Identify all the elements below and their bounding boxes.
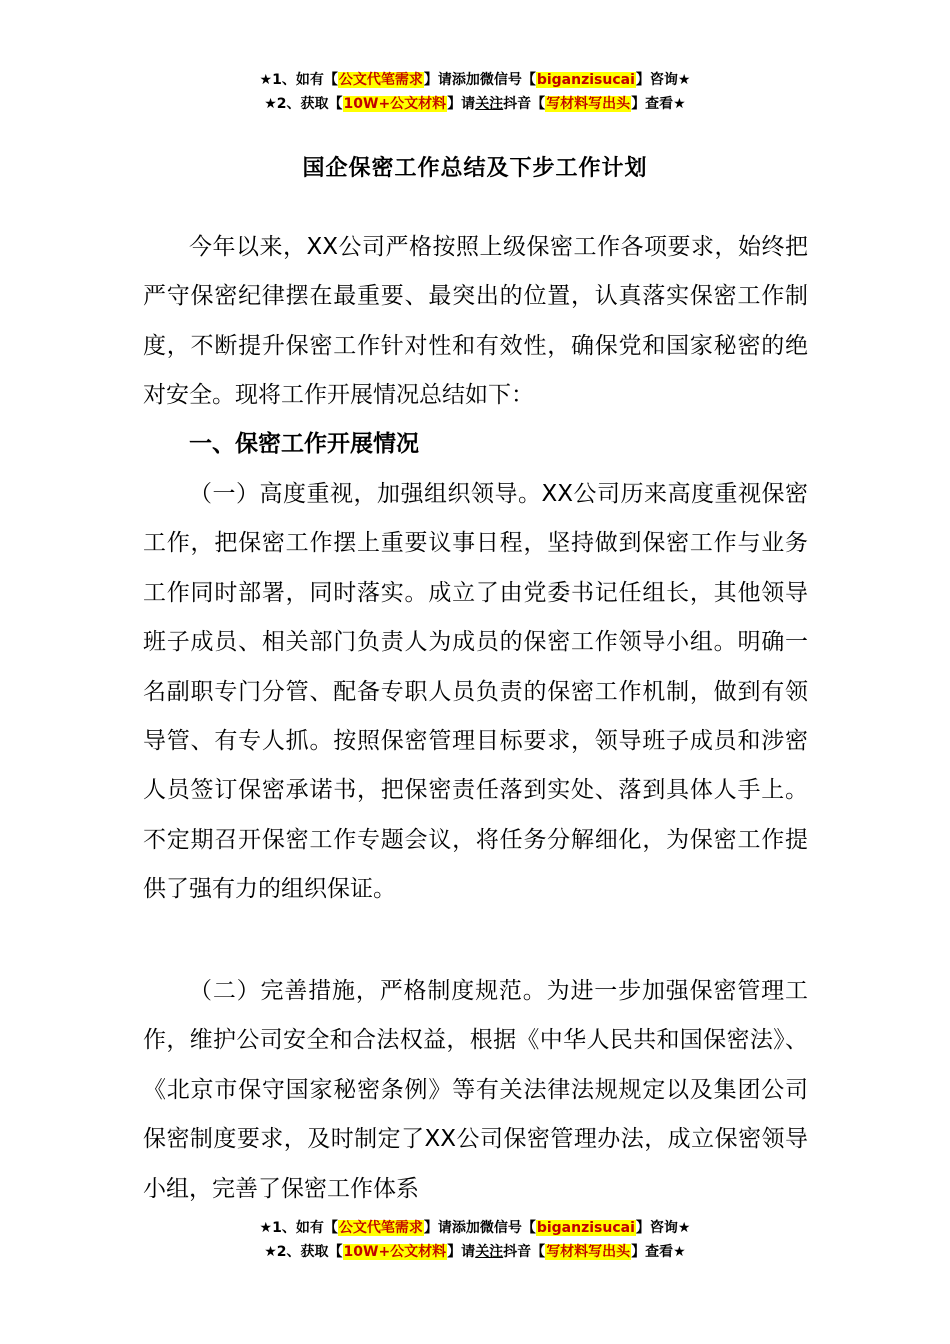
banner-text: 】咨询★ [635,72,691,88]
underlined-follow: 关注 [475,96,504,112]
banner-text: 抖音【 [503,1244,546,1260]
banner-text: ★1、如有【 [259,72,338,88]
banner-line-1 [0,1216,950,1240]
highlight-douyin-account: 写材料写出头 [546,1244,631,1260]
banner-text: 抖音【 [503,96,546,112]
banner-text: ★2、获取【 [264,96,343,112]
banner-text: 】请添加微信号【 [423,1220,536,1236]
underlined-follow: 关注 [475,1244,504,1260]
banner-line-2 [0,92,950,116]
banner-text: 】请 [447,1244,476,1260]
section-heading-1: 一、保密工作开展情况 [189,431,419,457]
highlight-writing-service: 公文代笔需求 [338,1220,423,1236]
paragraph-organization: （一）高度重视，加强组织领导。XX公司历来高度重视保密工作，把保密工作摆上重要议事日程，坚持做到保密工作与业务工作同时部署，同时落实。成立了由党委书记任组长，其他领导班子成员、相关部门负责人为成员的保密工作领导小组。明确一名副职专门分管、配备专职人员负责的保密工作机制，做到有领导管、有专人抓。按照保密管理目标要求，领导班子成员和涉密人员签订保密承诺书，把保密责任落到实处、落到具体人手上。不定期召开保密工作专题会议，将任务分解细化，为保密工作提供了强有力的组织保证。 [143,481,808,903]
banner-text: ★2、获取【 [264,1244,343,1260]
banner-line-1 [0,68,950,92]
intro-paragraph: 今年以来，XX公司严格按照上级保密工作各项要求，始终把严守保密纪律摆在最重要、最突出的位置，认真落实保密工作制度，不断提升保密工作针对性和有效性，确保党和国家秘密的绝对安全。现将工作开展情况总结如下： [143,234,808,409]
highlight-wechat-id: biganzisucai [536,72,635,88]
banner-text: 】查看★ [631,96,686,112]
paragraph-measures: （二）完善措施，严格制度规范。为进一步加强保密管理工作，维护公司安全和合法权益，根据《中华人民共和国保密法》、《北京市保守国家秘密条例》等有关法律法规规定以及集团公司保密制度要求，及时制定了XX公司保密管理办法，成立保密领导小组，完善了保密工作体系 [143,978,808,1202]
highlight-wechat-id: biganzisucai [536,1220,635,1236]
highlight-materials: 10W+公文材料 [343,96,447,112]
banner-text: 】咨询★ [635,1220,691,1236]
highlight-writing-service: 公文代笔需求 [338,72,423,88]
highlight-materials: 10W+公文材料 [343,1244,447,1260]
banner-line-2 [0,1240,950,1264]
document-title: 国企保密工作总结及下步工作计划 [302,156,648,181]
banner-text: 】请 [447,96,476,112]
banner-text: ★1、如有【 [259,1220,338,1236]
footer-banner [0,1216,950,1264]
highlight-douyin-account: 写材料写出头 [546,96,631,112]
header-banner [0,68,950,116]
banner-text: 】请添加微信号【 [423,72,536,88]
banner-text: 】查看★ [631,1244,686,1260]
